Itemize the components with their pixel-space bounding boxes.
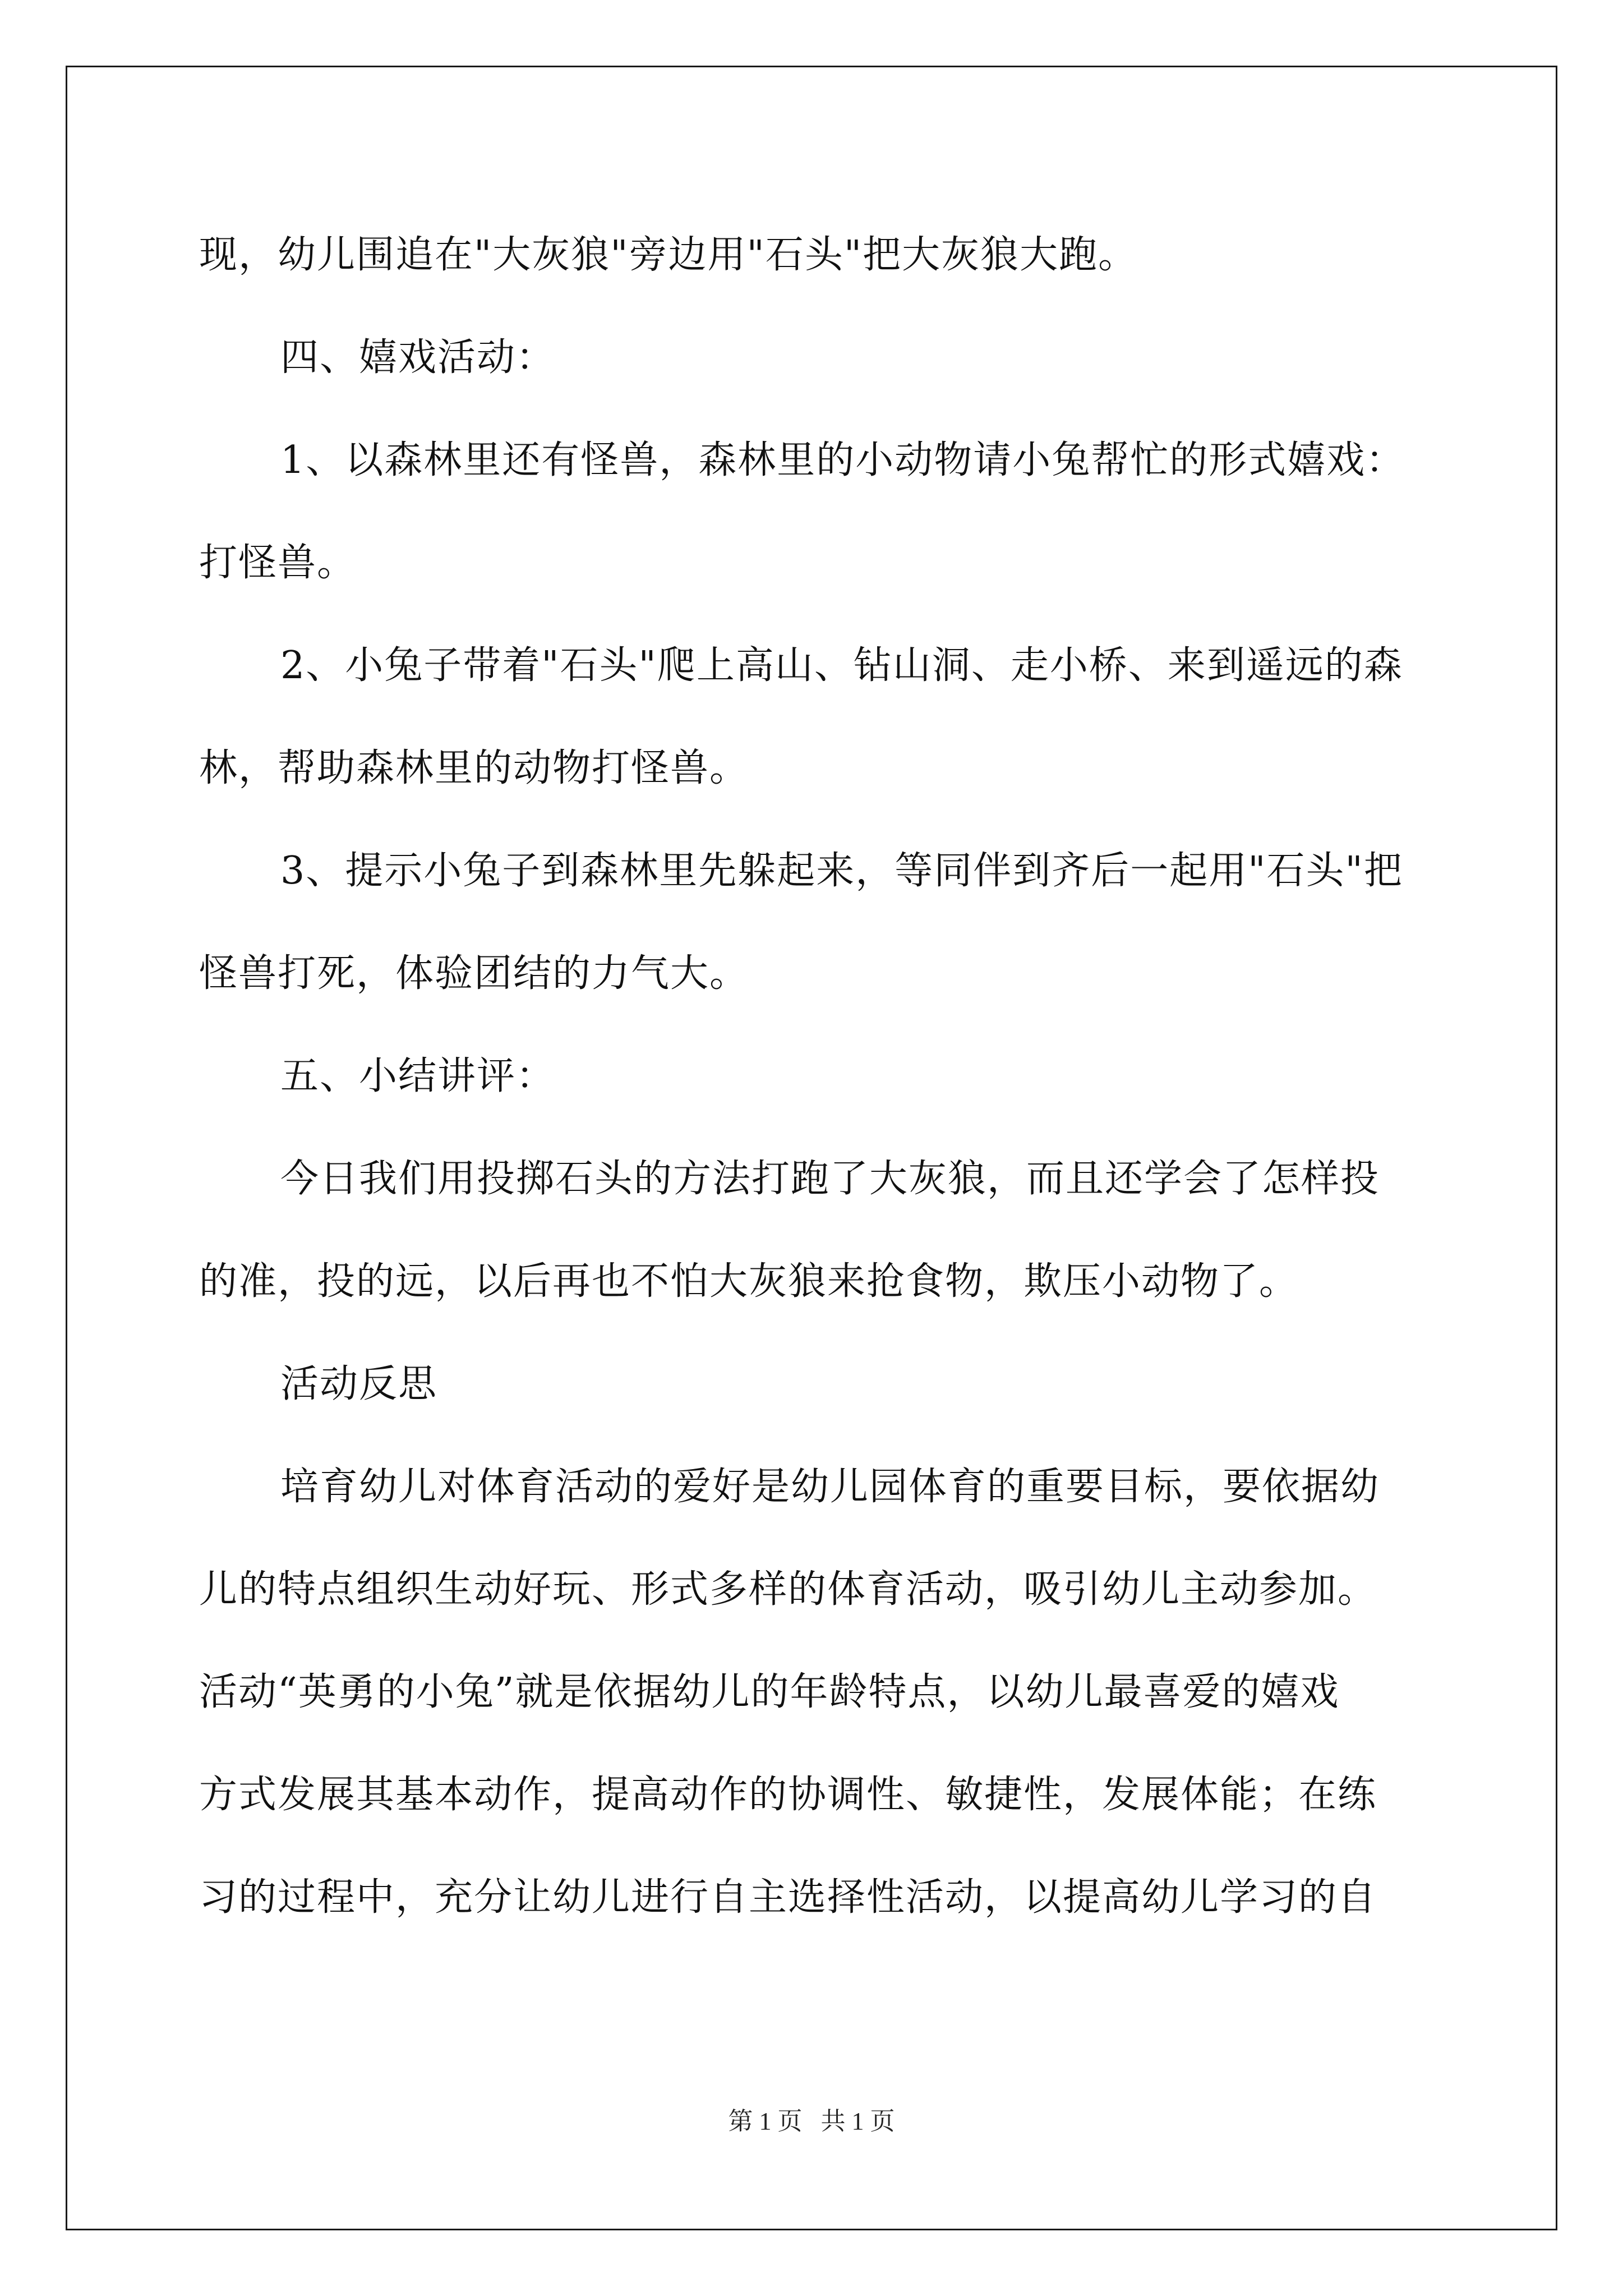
text-line: 活动“英勇的小兔”就是依据幼儿的年龄特点，以幼儿最喜爱的嬉戏 bbox=[199, 1670, 1340, 1714]
text-line: 林，帮助森林里的动物打怪兽。 bbox=[199, 746, 749, 790]
text-line: 1、以森林里还有怪兽，森林里的小动物请小兔帮忙的形式嬉戏： bbox=[280, 438, 1405, 482]
text-line: 方式发展其基本动作，提高动作的协调性、敏捷性，发展体能；在练 bbox=[199, 1773, 1377, 1817]
text-line: 儿的特点组织生动好玩、形式多样的体育活动，吸引幼儿主动参加。 bbox=[199, 1567, 1377, 1612]
section-heading: 四、嬉戏活动： bbox=[280, 335, 556, 380]
section-heading: 五、小结讲评： bbox=[280, 1054, 556, 1098]
text-line: 3、提示小兔子到森林里先躲起来，等同伴到齐后一起用"石头"把 bbox=[280, 849, 1403, 893]
text-line: 培育幼儿对体育活动的爱好是幼儿园体育的重要目标，要依据幼 bbox=[280, 1465, 1380, 1509]
text-line: 2、小兔子带着"石头"爬上高山、钻山洞、走小桥、来到遥远的森 bbox=[280, 643, 1403, 688]
text-line: 现，幼儿围追在"大灰狼"旁边用"石头"把大灰狼大跑。 bbox=[199, 233, 1138, 277]
text-line: 的准，投的远，以后再也不怕大灰狼来抢食物，欺压小动物了。 bbox=[199, 1259, 1299, 1304]
text-line: 习的过程中，充分让幼儿进行自主选择性活动，以提高幼儿学习的自 bbox=[199, 1875, 1377, 1920]
text-line: 今日我们用投掷石头的方法打跑了大灰狼，而且还学会了怎样投 bbox=[280, 1157, 1380, 1201]
section-heading: 活动反思 bbox=[280, 1362, 438, 1406]
page-number-footer: 第 1 页 共 1 页 bbox=[728, 2108, 895, 2135]
text-line: 怪兽打死，体验团结的力气大。 bbox=[199, 951, 749, 996]
text-line: 打怪兽。 bbox=[199, 541, 357, 585]
